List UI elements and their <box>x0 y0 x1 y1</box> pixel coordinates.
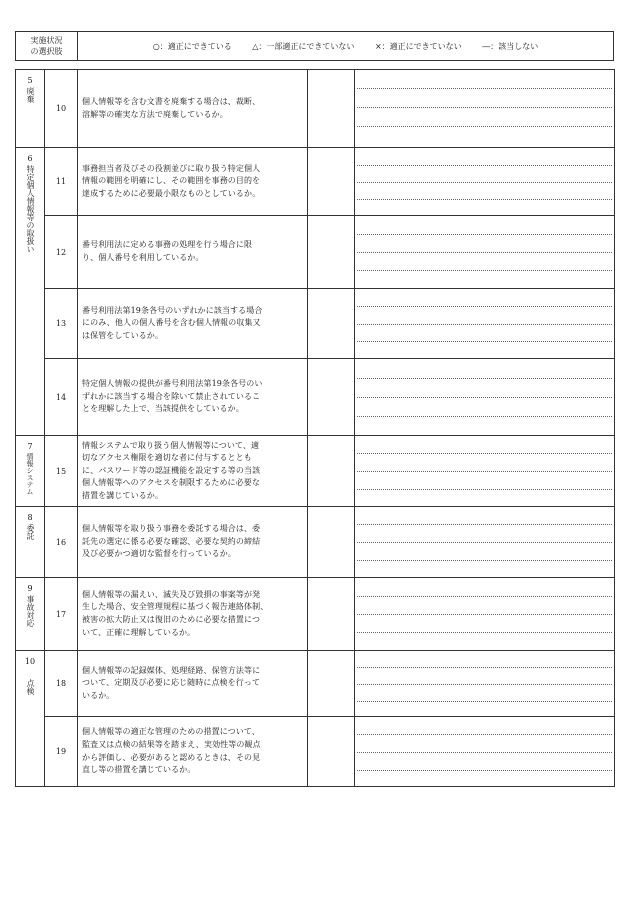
status-cell[interactable] <box>308 70 355 148</box>
status-cell[interactable] <box>308 507 355 578</box>
notes-cell[interactable] <box>355 289 615 359</box>
notes-cell[interactable] <box>355 216 615 289</box>
notes-cell[interactable] <box>355 148 615 216</box>
status-cell[interactable] <box>308 359 355 436</box>
question-text: 特定個人情報の提供が番号利用法第19条各号のい ずれかに該当する場合を除いて禁止されているこ とを理解した上で、当該提供をしているか。 <box>78 359 308 436</box>
notes-cell[interactable] <box>355 359 615 436</box>
table-row <box>16 651 615 717</box>
notes-cell[interactable] <box>355 70 615 148</box>
question-text: 個人情報等の漏えい、滅失及び毀損の事案等が発 生した場合、安全管理規程に基づく報告連絡体制、 被害の拡大防止又は復旧のために必要な措置につ いて、正確に理解しているか。 <box>78 578 308 651</box>
legend-option-partial: △：一部適正にできていない <box>252 41 355 51</box>
notes-cell[interactable] <box>355 651 615 717</box>
legend-label-line-1: 実施状況 <box>30 36 63 45</box>
table-row <box>16 578 615 651</box>
item-number: 10 <box>45 70 78 148</box>
table-row <box>16 359 615 436</box>
status-cell[interactable] <box>308 578 355 651</box>
item-number: 17 <box>45 578 78 651</box>
legend-option-na: ―：該当しない <box>482 41 539 51</box>
table-row <box>16 507 615 578</box>
table-row <box>16 216 615 289</box>
notes-cell[interactable] <box>355 717 615 787</box>
table-row <box>16 717 615 787</box>
question-text: 個人情報等の記録媒体、処理経路、保管方法等に ついて、定期及び必要に応じ随時に点検を行って いるか。 <box>78 651 308 717</box>
item-number: 12 <box>45 216 78 289</box>
item-number: 14 <box>45 359 78 436</box>
status-cell[interactable] <box>308 289 355 359</box>
table-row <box>16 289 615 359</box>
status-cell[interactable] <box>308 436 355 507</box>
question-text: 番号利用法第19条各号のいずれかに該当する場合 にのみ、他人の個人番号を含む個人情報の収集又 は保管をしているか。 <box>78 289 308 359</box>
table-row <box>16 148 615 216</box>
question-text: 個人情報等を含む文書を廃棄する場合は、裁断、 溶解等の確実な方法で廃棄しているか。 <box>78 70 308 148</box>
legend-label <box>16 32 78 61</box>
legend-option-ok: ○：適正にできている <box>152 41 232 51</box>
status-cell[interactable] <box>308 216 355 289</box>
notes-cell[interactable] <box>355 436 615 507</box>
question-text: 事務担当者及びその役割並びに取り扱う特定個人 情報の範囲を明確にし、その範囲を事務の目的を 達成するために必要最小限なものとしているか。 <box>78 148 308 216</box>
notes-cell[interactable] <box>355 507 615 578</box>
status-cell[interactable] <box>308 717 355 787</box>
item-number: 18 <box>45 651 78 717</box>
category-information-system: 7 情報システム <box>16 436 45 507</box>
status-cell[interactable] <box>308 651 355 717</box>
legend-option-ng: ×：適正にできていない <box>374 41 462 51</box>
table-row <box>16 436 615 507</box>
category-specific-personal-info: 6 特定個人情報等の取扱い <box>16 148 45 436</box>
notes-cell[interactable] <box>355 578 615 651</box>
category-incident-response: 9 事故対応 <box>16 578 45 651</box>
category-inspection: 10 点検 <box>16 651 45 787</box>
legend-options <box>78 32 614 61</box>
item-number: 11 <box>45 148 78 216</box>
category-outsourcing: 8 委託 <box>16 507 45 578</box>
item-number: 19 <box>45 717 78 787</box>
item-number: 13 <box>45 289 78 359</box>
category-disposal: 5 廃棄 <box>16 70 45 148</box>
question-text: 番号利用法に定める事務の処理を行う場合に限 り、個人番号を利用しているか。 <box>78 216 308 289</box>
status-cell[interactable] <box>308 148 355 216</box>
question-text: 個人情報等を取り扱う事務を委託する場合は、委 託先の選定に係る必要な確認、必要な契約の締結 及び必要かつ適切な監督を行っているか。 <box>78 507 308 578</box>
table-row <box>16 70 615 148</box>
legend-label-line-2: の選択肢 <box>30 47 63 56</box>
question-text: 情報システムで取り扱う個人情報等について、適 切なアクセス権限を適切な者に付与するととも に、パスワード等の認証機能を設定する等の当該 個人情報等へのアクセスを制限するために必要な 措置を講じているか。 <box>78 436 308 507</box>
checklist-table <box>15 69 615 787</box>
item-number: 16 <box>45 507 78 578</box>
question-text: 個人情報等の適正な管理のための措置について、 監査又は点検の結果等を踏まえ、実効性等の観点 から評価し、必要があると認めるときは、その見 直し等の措置を講じているか。 <box>78 717 308 787</box>
item-number: 15 <box>45 436 78 507</box>
legend-table <box>15 31 614 61</box>
